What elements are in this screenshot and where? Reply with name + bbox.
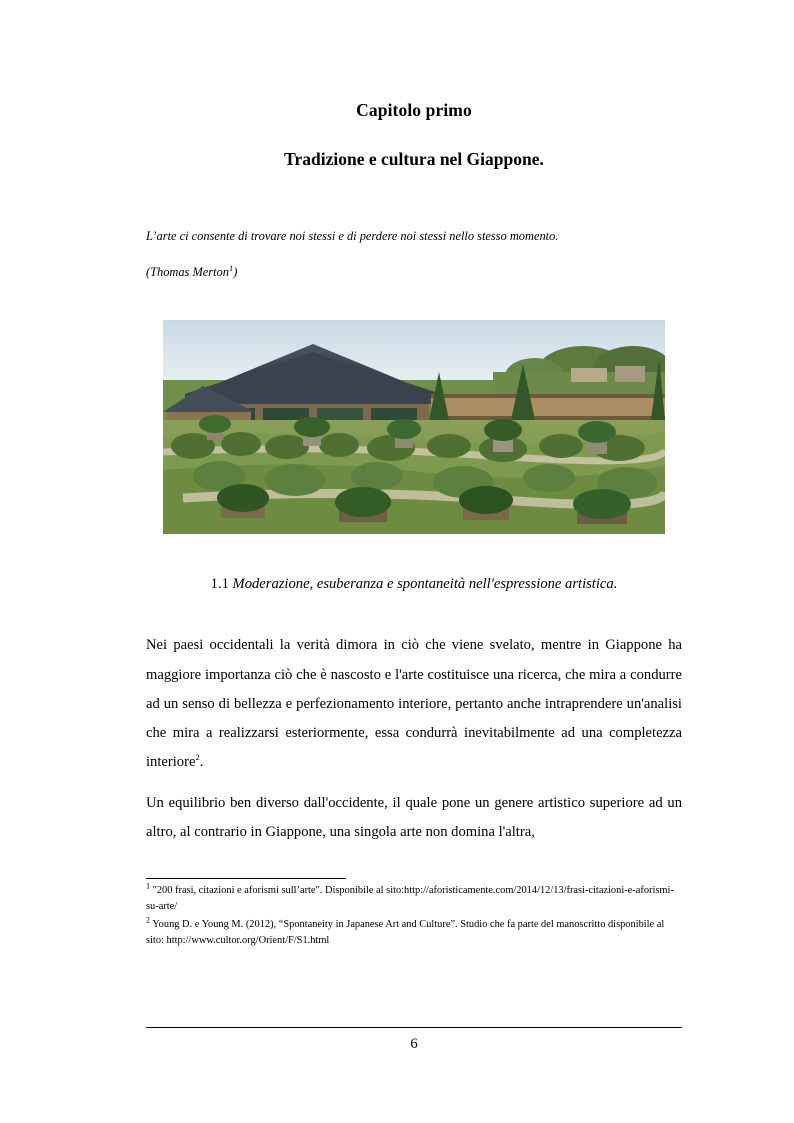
paragraph-2-text: Un equilibrio ben diverso dall'occidente, il quale pone un genere artistico superiore ad un altro, al contrario in Giappone, una singola arte non domina l'altra, (146, 795, 682, 841)
section-heading (146, 576, 682, 593)
page-footer (146, 1027, 682, 1053)
footnote-2 (146, 917, 682, 949)
body-paragraph-1 (146, 631, 682, 777)
epigraph-author-prefix: (Thomas Merton (146, 265, 229, 280)
epigraph-author (146, 265, 682, 280)
footnote-1 (146, 883, 682, 915)
footnote-separator (146, 878, 346, 879)
epigraph-author-suffix: ) (233, 265, 238, 280)
footnote-2-mark: 2 (146, 915, 150, 925)
epigraph-text: L’arte ci consente di trovare noi stessi e di perdere noi stessi nello stesso momento. (146, 229, 559, 243)
garden-illustration (163, 320, 665, 534)
epigraph-footnote-mark: 1 (228, 263, 234, 274)
paragraph-1-footnote-mark: 2 (195, 752, 200, 763)
paragraph-1-text: Nei paesi occidentali la verità dimora in ciò che viene svelato, mentre in Giappone ha maggiore importanza ciò che è nascosto e l'arte costituisce una ricerca, che mira a condurre ad un senso di bellezza e perfezionamento interiore, pertanto anche intraprendere un'analisi che mira a realizzarsi esteriormente, essa condurrà inevitabilmente ad una completezza interiore (146, 637, 682, 771)
footnote-1-mark: 1 (146, 881, 150, 891)
footnote-2-text: Young D. e Young M. (2012), “Spontaneity in Japanese Art and Culture”. Studio che fa parte del manoscritto disponibile al sito: http://www.cultor.org/Orient/F/S1.html (146, 918, 665, 947)
chapter-title: Capitolo primo (356, 100, 472, 120)
page-number: 6 (410, 1036, 418, 1052)
japanese-garden-photo (163, 320, 665, 534)
body-paragraph-2 (146, 789, 682, 847)
footer-rule (146, 1027, 682, 1028)
section-title: Moderazione, esuberanza e spontaneità nell'espressione artistica. (232, 576, 618, 593)
chapter-subtitle: Tradizione e cultura nel Giappone. (284, 149, 544, 169)
paragraph-1-text-after: . (199, 754, 204, 771)
footnotes-block (146, 883, 682, 950)
section-number: 1.1 (210, 576, 233, 593)
footnote-1-text: "200 frasi, citazioni e aforismi sull’arte". Disponibile al sito:http://aforisticamente.com/2014/12/13/frasi-citazioni-e-aforismi-su-arte/ (146, 884, 674, 912)
